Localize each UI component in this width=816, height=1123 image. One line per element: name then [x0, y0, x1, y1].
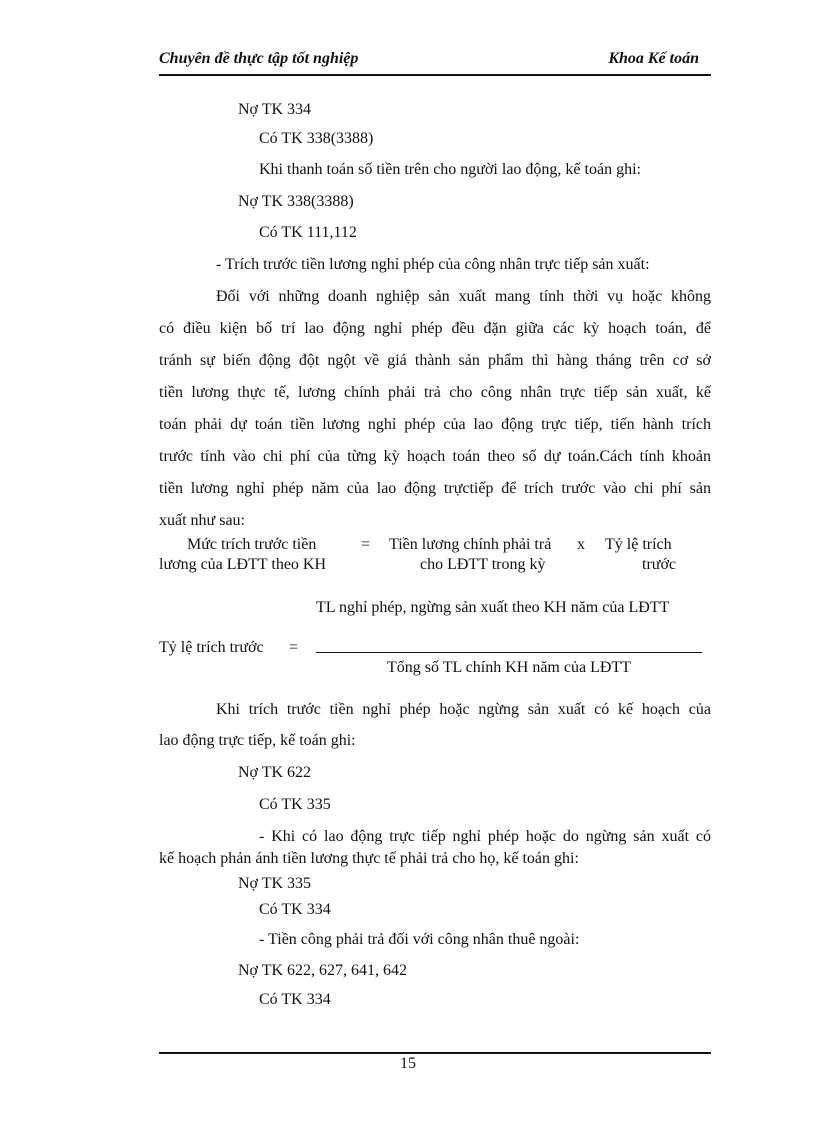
paragraph-line: tiền lương nghỉ phép năm của lao động trựctiếp để trích trước vào chi phí sản — [159, 480, 711, 497]
paragraph-line: Đối với những doanh nghiệp sản xuất mang tính thời vụ hoặc không — [216, 288, 711, 305]
formula2-denominator: Tổng số TL chính KH năm của LĐTT — [387, 659, 631, 676]
page-number: 15 — [400, 1055, 416, 1072]
paragraph-line: Khi trích trước tiền nghỉ phép hoặc ngừng sản xuất có kế hoạch của — [216, 701, 711, 718]
formula1-mid-top: Tiền lương chính phải trả — [389, 536, 552, 553]
paragraph-line-last: xuất như sau: — [159, 512, 245, 529]
entry-credit-334: Có TK 334 — [259, 901, 331, 918]
header-department: Khoa Kế toán — [608, 50, 699, 67]
entry-debit-multi: Nợ TK 622, 627, 641, 642 — [238, 962, 408, 979]
paragraph-line-last: lao động trực tiếp, kế toán ghi: — [159, 732, 356, 749]
paragraph-line: toán phải dự toán tiền lương nghỉ phép của lao động trực tiếp, tiến hành trích — [159, 416, 711, 433]
formula2-label: Tỷ lệ trích trước — [159, 639, 264, 656]
entry-credit-111-112: Có TK 111,112 — [259, 224, 357, 241]
formula1-right-top: Tỷ lệ trích — [605, 536, 672, 553]
header-title: Chuyên đề thực tập tốt nghiệp — [159, 50, 359, 67]
paragraph-line: trước tính vào chi phí của từng kỳ hoạch toán theo số dự toán.Cách tính khoản — [159, 448, 711, 465]
paragraph-line: - Khi có lao động trực tiếp nghỉ phép hoặc do ngừng sản xuất có — [259, 828, 711, 845]
section-heading-leave-accrual: - Trích trước tiền lương nghỉ phép của công nhân trực tiếp sản xuất: — [216, 256, 650, 273]
formula1-left-top: Mức trích trước tiền — [187, 536, 317, 553]
paragraph-line: tránh sự biến động đột ngột về giá thành sản phẩm thì hàng tháng trên cơ sở — [159, 352, 711, 369]
entry-credit-3388: Có TK 338(3388) — [259, 130, 374, 147]
paragraph-line: tiền lương thực tế, lương chính phải trả cho công nhân trực tiếp sản xuất, kế — [159, 384, 711, 401]
page-header — [159, 46, 711, 76]
paragraph-line-last: kế hoạch phản ánh tiền lương thực tế phải trả cho họ, kế toán ghi: — [159, 850, 579, 867]
formula1-right-bottom: trước — [642, 556, 677, 573]
entry-credit-334-final: Có TK 334 — [259, 991, 331, 1008]
entry-debit-335: Nợ TK 335 — [238, 875, 312, 892]
formula1-left-bottom: lương của LĐTT theo KH — [159, 556, 327, 573]
outsourced-wages-heading: - Tiền công phải trả đối với công nhân thuê ngoài: — [259, 931, 580, 948]
entry-debit-334: Nợ TK 334 — [238, 101, 312, 118]
entry-credit-335: Có TK 335 — [259, 796, 331, 813]
formula2-numerator: TL nghỉ phép, ngừng sản xuất theo KH năm của LĐTT — [316, 599, 670, 616]
paragraph-line: có điều kiện bố trí lao động nghỉ phép đều đặn giữa các kỳ hoạch toán, để — [159, 320, 711, 337]
payment-sentence: Khi thanh toán số tiền trên cho người lao động, kế toán ghi: — [259, 161, 641, 178]
formula2-equals: = — [289, 639, 299, 656]
formula1-mid-bottom: cho LĐTT trong kỳ — [420, 556, 546, 573]
formula1-equals: = — [361, 536, 371, 553]
entry-debit-3388: Nợ TK 338(3388) — [238, 193, 354, 210]
entry-debit-622: Nợ TK 622 — [238, 764, 312, 781]
fraction-bar — [316, 652, 702, 653]
formula1-times: x — [577, 536, 585, 553]
